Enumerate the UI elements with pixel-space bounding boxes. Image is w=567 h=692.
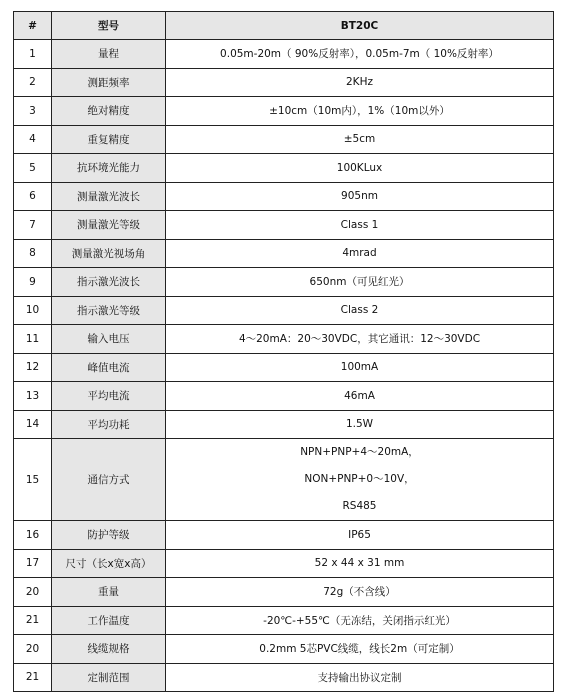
row-label: 输入电压 bbox=[52, 325, 166, 354]
table-row bbox=[14, 239, 554, 268]
table-row bbox=[14, 68, 554, 97]
table-row bbox=[14, 663, 554, 692]
row-value: 72g（不含线） bbox=[166, 578, 554, 607]
row-value: ±10cm（10m内），1%（10m以外） bbox=[166, 97, 554, 126]
row-label: 峰值电流 bbox=[52, 353, 166, 382]
row-value-line: RS485 bbox=[342, 500, 377, 512]
table-row bbox=[14, 353, 554, 382]
row-label: 抗环境光能力 bbox=[52, 154, 166, 183]
row-label: 平均功耗 bbox=[52, 410, 166, 439]
row-number: 5 bbox=[14, 154, 52, 183]
table-row bbox=[14, 578, 554, 607]
row-value: ±5cm bbox=[166, 125, 554, 154]
row-value bbox=[166, 439, 554, 521]
row-number: 8 bbox=[14, 239, 52, 268]
table-row bbox=[14, 154, 554, 183]
row-value: 905nm bbox=[166, 182, 554, 211]
table-row bbox=[14, 125, 554, 154]
row-value: 1.5W bbox=[166, 410, 554, 439]
row-label: 防护等级 bbox=[52, 521, 166, 550]
row-value: Class 2 bbox=[166, 296, 554, 325]
row-label: 测距频率 bbox=[52, 68, 166, 97]
header-model: 型号 bbox=[52, 12, 166, 40]
row-value: 52 x 44 x 31 mm bbox=[166, 549, 554, 578]
row-label: 线缆规格 bbox=[52, 635, 166, 664]
row-value: -20℃-+55℃（无冻结，关闭指示红光） bbox=[166, 606, 554, 635]
row-label: 量程 bbox=[52, 40, 166, 69]
row-value: 46mA bbox=[166, 382, 554, 411]
row-label: 通信方式 bbox=[52, 439, 166, 521]
row-value: Class 1 bbox=[166, 211, 554, 240]
row-value: 0.05m-20m（ 90%反射率），0.05m-7m（ 10%反射率） bbox=[166, 40, 554, 69]
row-number: 20 bbox=[14, 578, 52, 607]
row-value-line: NON+PNP+0～10V， bbox=[304, 473, 415, 485]
row-label: 测量激光等级 bbox=[52, 211, 166, 240]
table-row bbox=[14, 606, 554, 635]
row-number: 3 bbox=[14, 97, 52, 126]
row-value: 支持输出协议定制 bbox=[166, 663, 554, 692]
row-value: 0.2mm 5芯PVC线缆，线长2m（可定制） bbox=[166, 635, 554, 664]
table-row bbox=[14, 325, 554, 354]
row-number: 10 bbox=[14, 296, 52, 325]
table-row bbox=[14, 410, 554, 439]
table-row bbox=[14, 182, 554, 211]
row-label: 重量 bbox=[52, 578, 166, 607]
table-row bbox=[14, 40, 554, 69]
table-row bbox=[14, 211, 554, 240]
row-label: 绝对精度 bbox=[52, 97, 166, 126]
table-row bbox=[14, 549, 554, 578]
row-number: 21 bbox=[14, 663, 52, 692]
spec-table bbox=[13, 11, 554, 692]
row-number: 16 bbox=[14, 521, 52, 550]
row-label: 指示激光等级 bbox=[52, 296, 166, 325]
row-number: 6 bbox=[14, 182, 52, 211]
row-number: 11 bbox=[14, 325, 52, 354]
row-number: 2 bbox=[14, 68, 52, 97]
header-number: # bbox=[14, 12, 52, 40]
row-number: 12 bbox=[14, 353, 52, 382]
row-label: 测量激光波长 bbox=[52, 182, 166, 211]
row-number: 4 bbox=[14, 125, 52, 154]
table-row bbox=[14, 296, 554, 325]
row-value: 4mrad bbox=[166, 239, 554, 268]
row-label: 定制范围 bbox=[52, 663, 166, 692]
table-row bbox=[14, 439, 554, 521]
row-value: 2KHz bbox=[166, 68, 554, 97]
row-number: 9 bbox=[14, 268, 52, 297]
row-value: 650nm（可见红光） bbox=[166, 268, 554, 297]
row-number: 14 bbox=[14, 410, 52, 439]
row-label: 工作温度 bbox=[52, 606, 166, 635]
row-label: 平均电流 bbox=[52, 382, 166, 411]
table-row bbox=[14, 97, 554, 126]
header-model-value: BT20C bbox=[166, 12, 554, 40]
row-label: 指示激光波长 bbox=[52, 268, 166, 297]
row-value: 100KLux bbox=[166, 154, 554, 183]
row-number: 21 bbox=[14, 606, 52, 635]
row-label: 重复精度 bbox=[52, 125, 166, 154]
row-value: IP65 bbox=[166, 521, 554, 550]
table-row bbox=[14, 382, 554, 411]
row-value-line: NPN+PNP+4～20mA， bbox=[300, 446, 419, 458]
row-number: 15 bbox=[14, 439, 52, 521]
row-label: 测量激光视场角 bbox=[52, 239, 166, 268]
table-row bbox=[14, 635, 554, 664]
row-number: 1 bbox=[14, 40, 52, 69]
table-row bbox=[14, 521, 554, 550]
spec-table-body bbox=[14, 40, 554, 692]
row-number: 17 bbox=[14, 549, 52, 578]
row-number: 20 bbox=[14, 635, 52, 664]
row-value: 100mA bbox=[166, 353, 554, 382]
row-label: 尺寸（长x宽x高） bbox=[52, 549, 166, 578]
header-row bbox=[14, 12, 554, 40]
row-number: 13 bbox=[14, 382, 52, 411]
table-row bbox=[14, 268, 554, 297]
row-number: 7 bbox=[14, 211, 52, 240]
row-value: 4～20mA：20～30VDC，其它通讯：12～30VDC bbox=[166, 325, 554, 354]
